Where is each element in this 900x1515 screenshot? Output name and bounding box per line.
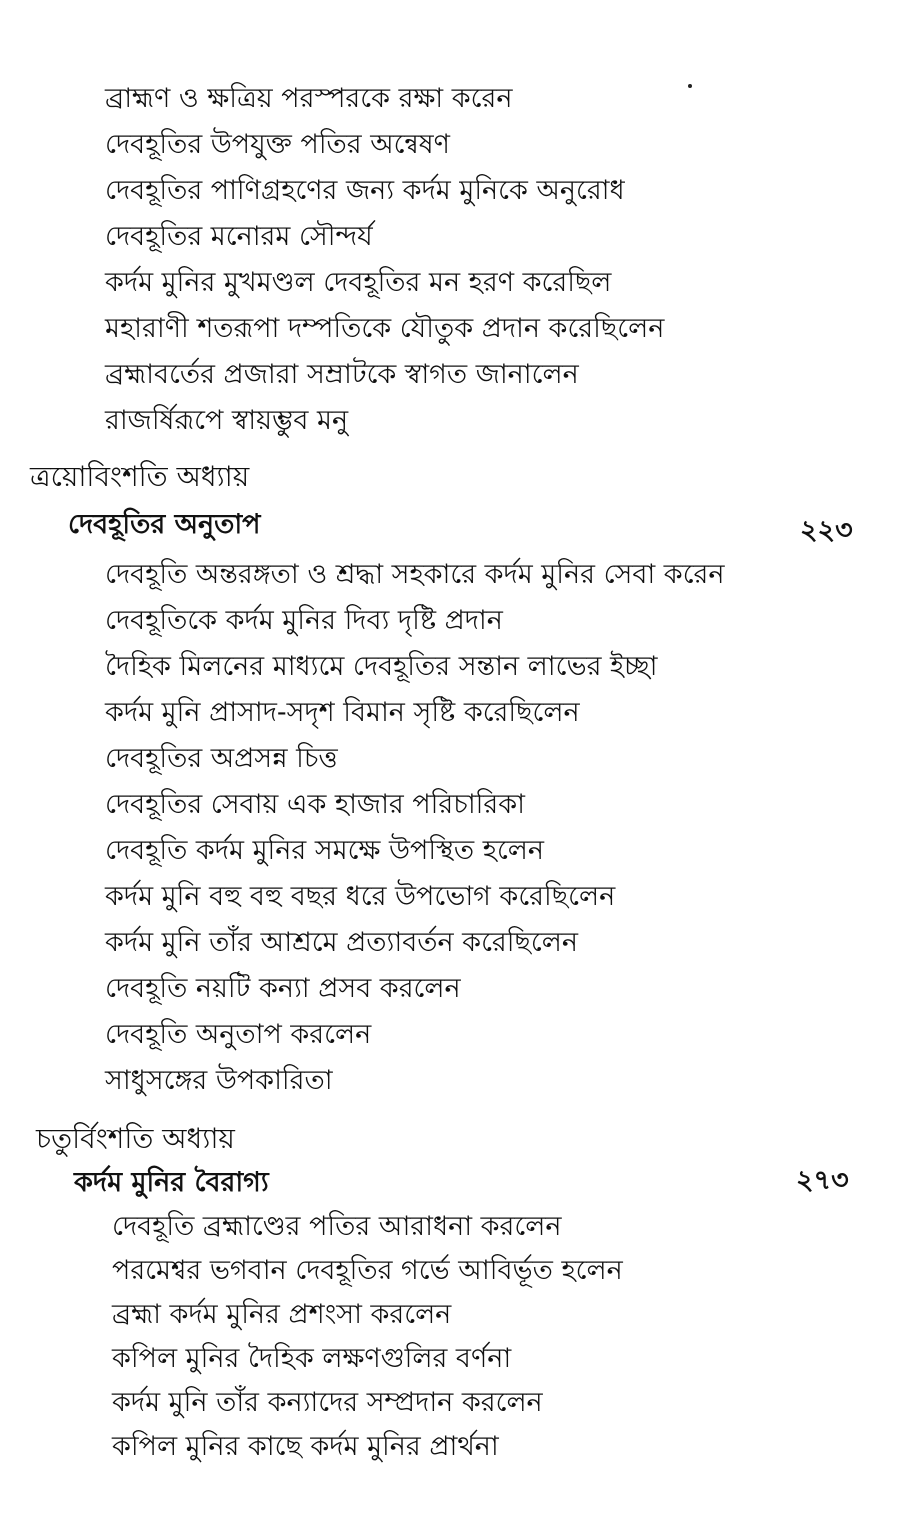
toc-entry: কর্দম মুনি তাঁর কন্যাদের সম্প্রদান করলেন [112,1387,543,1418]
page-number: ২৭৩ [796,1165,849,1196]
toc-entry: ব্রহ্মাবর্তের প্রজারা সম্রাটকে স্বাগত জানালেন [105,359,579,390]
toc-entry: মহারাণী শতরূপা দম্পতিকে যৌতুক প্রদান করেছিলেন [105,313,665,344]
chapter-title: কর্দম মুনির বৈরাগ্য [74,1167,269,1198]
toc-entry: দেবহূতি অন্তরঙ্গতা ও শ্রদ্ধা সহকারে কর্দম মুনির সেবা করেন [105,559,725,590]
page-number: ২২৩ [800,515,853,546]
toc-entry: দেবহূতিকে কর্দম মুনির দিব্য দৃষ্টি প্রদান [105,605,503,636]
toc-entry: কর্দম মুনির মুখমণ্ডল দেবহূতির মন হরণ করেছিল [105,267,612,298]
chapter-heading: চতুর্বিংশতি অধ্যায় [36,1122,235,1155]
toc-entry: দেবহূতির উপযুক্ত পতির অন্বেষণ [105,129,451,160]
toc-entry: পরমেশ্বর ভগবান দেবহূতির গর্ভে আবির্ভূত হলেন [112,1255,623,1286]
toc-entry: দেবহূতির সেবায় এক হাজার পরিচারিকা [105,789,525,820]
toc-entry: দেবহূতির পাণিগ্রহণের জন্য কর্দম মুনিকে অনুরোধ [105,175,625,206]
toc-entry: কপিল মুনির দৈহিক লক্ষণগুলির বর্ণনা [112,1343,512,1374]
toc-entry: রাজর্ষিরূপে স্বায়ম্ভুব মনু [105,405,349,436]
toc-entry: কর্দম মুনি তাঁর আশ্রমে প্রত্যাবর্তন করেছিলেন [105,927,578,958]
toc-entry: দেবহূতির মনোরম সৌন্দর্য [105,221,373,252]
toc-entry: দেবহূতি অনুতাপ করলেন [105,1019,372,1050]
toc-entry: কপিল মুনির কাছে কর্দম মুনির প্রার্থনা [112,1431,499,1462]
toc-entry: কর্দম মুনি প্রাসাদ-সদৃশ বিমান সৃষ্টি করেছিলেন [105,697,580,728]
ink-speck [688,84,692,88]
toc-entry: দেবহূতি নয়টি কন্যা প্রসব করলেন [105,973,461,1004]
toc-entry: ব্রহ্মা কর্দম মুনির প্রশংসা করলেন [112,1299,452,1330]
toc-entry: কর্দম মুনি বহু বহু বছর ধরে উপভোগ করেছিলেন [105,881,616,912]
chapter-heading: ত্রয়োবিংশতি অধ্যায় [30,460,250,493]
toc-entry: দেবহূতির অপ্রসন্ন চিত্ত [105,743,338,774]
toc-entry: দৈহিক মিলনের মাধ্যমে দেবহূতির সন্তান লাভের ইচ্ছা [105,651,658,682]
chapter-title: দেবহূতির অনুতাপ [68,509,261,540]
toc-entry: ব্রাহ্মণ ও ক্ষত্রিয় পরস্পরকে রক্ষা করেন [105,83,513,114]
toc-entry: সাধুসঙ্গের উপকারিতা [105,1065,333,1096]
toc-entry: দেবহূতি ব্রহ্মাণ্ডের পতির আরাধনা করলেন [112,1211,562,1242]
toc-entry: দেবহূতি কর্দম মুনির সমক্ষে উপস্থিত হলেন [105,835,545,866]
